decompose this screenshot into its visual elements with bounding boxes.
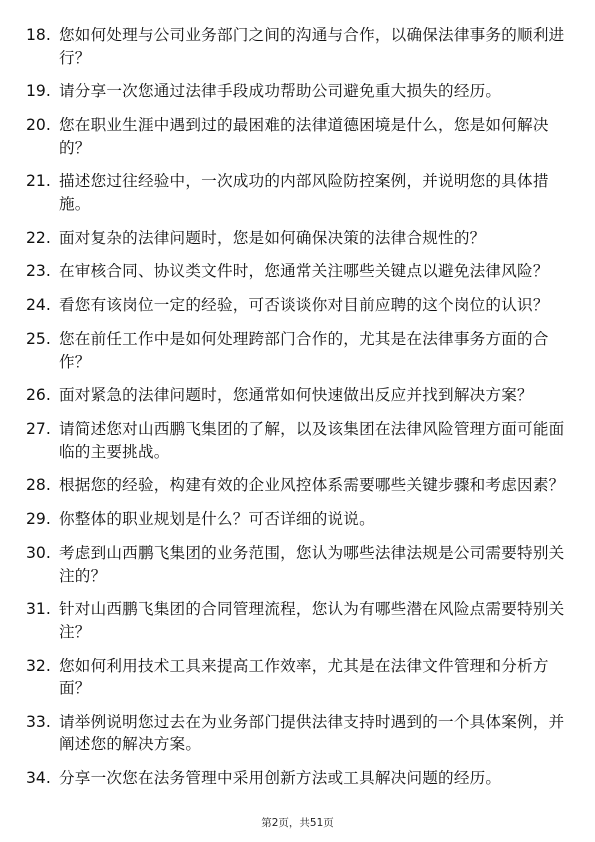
question-number: 31. xyxy=(26,600,51,619)
question-text: 针对山西鹏飞集团的合同管理流程，您认为有哪些潜在风险点需要特别关注？ xyxy=(59,600,565,641)
question-number: 32. xyxy=(26,656,51,675)
question-text: 你整体的职业规划是什么？可否详细的说说。 xyxy=(59,510,375,529)
question-number: 24. xyxy=(26,296,51,315)
question-number: 23. xyxy=(26,262,51,281)
question-text: 请简述您对山西鹏飞集团的了解，以及该集团在法律风险管理方面可能面临的主要挑战。 xyxy=(59,420,565,461)
question-text: 根据您的经验，构建有效的企业风控体系需要哪些关键步骤和考虑因素？ xyxy=(59,476,565,495)
list-item xyxy=(26,474,571,497)
question-text: 您在职业生涯中遇到过的最困难的法律道德困境是什么，您是如何解决的？ xyxy=(59,116,549,157)
question-number: 33. xyxy=(26,712,51,731)
question-list xyxy=(26,24,571,801)
question-text: 请分享一次您通过法律手段成功帮助公司避免重大损失的经历。 xyxy=(59,82,502,101)
list-item xyxy=(26,418,571,463)
question-number: 27. xyxy=(26,420,51,439)
question-text: 看您有该岗位一定的经验，可否谈谈你对目前应聘的这个岗位的认识？ xyxy=(59,296,549,315)
list-item xyxy=(26,384,571,407)
question-text: 在审核合同、协议类文件时，您通常关注哪些关键点以避免法律风险？ xyxy=(59,262,549,281)
question-number: 18. xyxy=(26,26,51,44)
list-item xyxy=(26,294,571,317)
list-item xyxy=(26,328,571,373)
question-text: 面对紧急的法律问题时，您通常如何快速做出反应并找到解决方案？ xyxy=(59,386,533,405)
question-text: 面对复杂的法律问题时，您是如何确保决策的法律合规性的？ xyxy=(59,228,486,247)
list-item xyxy=(26,170,571,215)
question-text: 请举例说明您过去在为业务部门提供法律支持时遇到的一个具体案例，并阐述您的解决方案。 xyxy=(59,712,565,754)
list-item xyxy=(26,767,571,790)
page-number-label: 第2页，共51页 xyxy=(261,817,334,829)
list-item xyxy=(26,114,571,159)
list-item xyxy=(26,598,571,643)
question-number: 30. xyxy=(26,544,51,563)
page-footer xyxy=(0,816,595,830)
question-number: 22. xyxy=(26,228,51,247)
question-text: 分享一次您在法务管理中采用创新方法或工具解决问题的经历。 xyxy=(59,769,502,788)
list-item xyxy=(26,260,571,283)
question-number: 20. xyxy=(26,116,51,135)
question-number: 26. xyxy=(26,386,51,405)
list-item xyxy=(26,542,571,587)
question-number: 25. xyxy=(26,330,51,349)
question-number: 21. xyxy=(26,172,51,191)
question-text: 您在前任工作中是如何处理跨部门合作的，尤其是在法律事务方面的合作？ xyxy=(59,330,549,371)
question-number: 34. xyxy=(26,769,51,788)
question-number: 19. xyxy=(26,82,51,101)
list-item xyxy=(26,508,571,531)
list-item xyxy=(26,711,571,756)
question-text: 考虑到山西鹏飞集团的业务范围，您认为哪些法律法规是公司需要特别关注的？ xyxy=(59,544,565,585)
question-text: 描述您过往经验中，一次成功的内部风险防控案例，并说明您的具体措施。 xyxy=(59,172,549,213)
question-text: 您如何利用技术工具来提高工作效率，尤其是在法律文件管理和分析方面？ xyxy=(59,656,549,698)
question-text: 您如何处理与公司业务部门之间的沟通与合作，以确保法律事务的顺利进行？ xyxy=(59,26,565,67)
list-item xyxy=(26,24,571,69)
question-number: 28. xyxy=(26,476,51,495)
list-item xyxy=(26,80,571,103)
list-item xyxy=(26,227,571,250)
question-number: 29. xyxy=(26,510,51,529)
list-item xyxy=(26,655,571,700)
